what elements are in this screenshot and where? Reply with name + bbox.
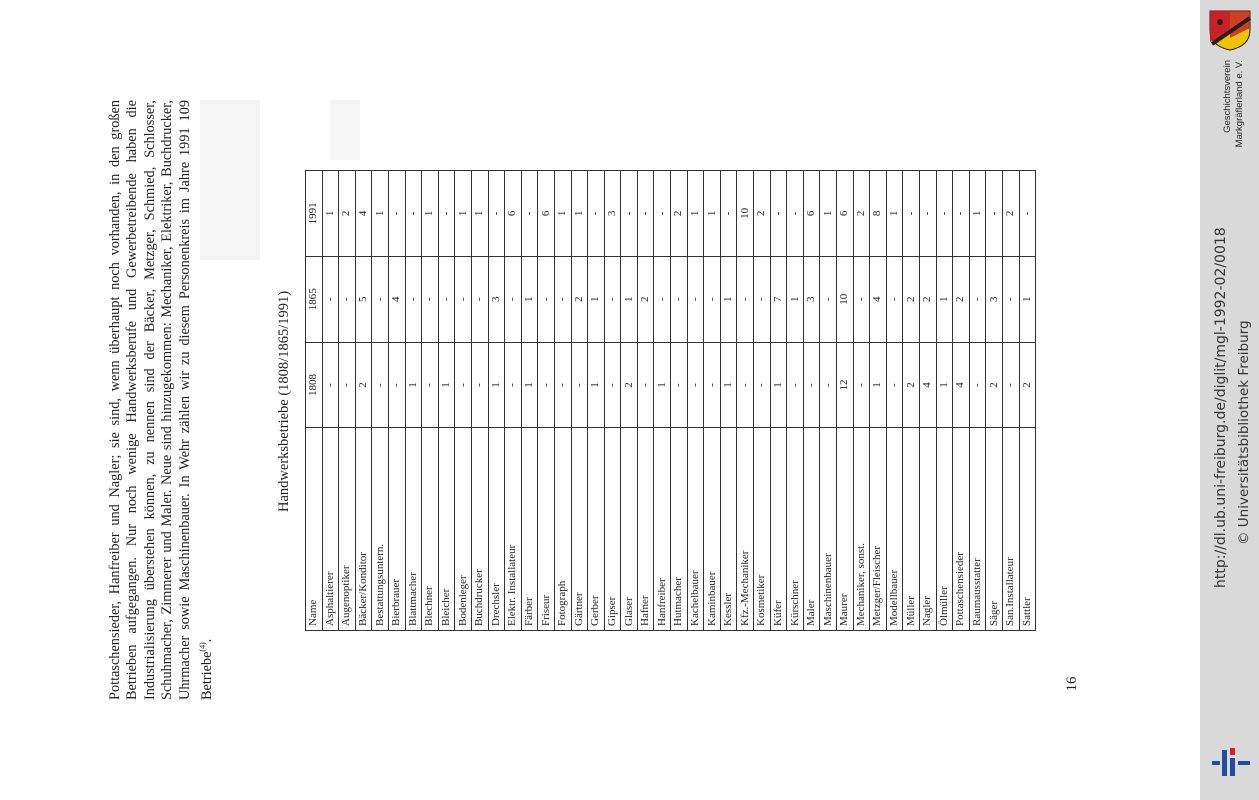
cell-count-1808: - xyxy=(471,342,488,428)
cell-count-1865: - xyxy=(853,256,870,342)
table-row xyxy=(704,171,721,631)
cell-name: Fotograph xyxy=(554,428,571,631)
cell-name: Hanfreiber xyxy=(654,428,671,631)
source-url-link[interactable]: http://dl.ub.uni-freiburg.de/diglit/mgl-1992-02/0018 xyxy=(1213,227,1229,588)
cell-count-1865: - xyxy=(687,256,704,342)
cell-count-1865: - xyxy=(538,256,555,342)
cell-count-1808: - xyxy=(422,342,439,428)
cell-count-1991: - xyxy=(903,171,920,257)
table-row xyxy=(538,171,555,631)
cell-count-1808: - xyxy=(538,342,555,428)
cell-count-1991: - xyxy=(438,171,455,257)
cell-count-1865: 1 xyxy=(787,256,804,342)
table-row xyxy=(787,171,804,631)
table-row xyxy=(322,171,339,631)
cell-count-1865: 3 xyxy=(986,256,1003,342)
cell-count-1808: 2 xyxy=(1019,342,1036,428)
cell-count-1808: - xyxy=(571,342,588,428)
society-line-2: Markgräflerland e. V. xyxy=(1234,60,1245,148)
cell-count-1808: 1 xyxy=(488,342,505,428)
cell-name: Kfz.-Mechaniker xyxy=(737,428,754,631)
body-paragraph: Pottaschensieder, Hanfreiber und Nagler; sie sind, wenn überhaupt noch vorhanden, in den großen Betrieben aufgegangen. Nur noch wenige Handwerksberufe und Gewerbetreibende haben die Industrialisierung überstehen können, zu nennen sind der Bäcker, Metzger, Schmied, Schlosser, Schuhmacher, Zimmerer und Maler. Neue sind hinzugekommen: Mechaniker, Elektriker, Buchdrucker, Uhrmacher sowie Maschinenbauer. In Wehr zählen wir zu diesem Personenkreis im Jahre 1991 109 Betriebe$^{(4)}$. xyxy=(107,100,215,700)
table-row xyxy=(637,171,654,631)
cell-name: Blattmacher xyxy=(405,428,422,631)
table-row xyxy=(936,171,953,631)
cell-name: Hafner xyxy=(637,428,654,631)
table-row xyxy=(488,171,505,631)
cell-count-1808: 2 xyxy=(621,342,638,428)
cell-count-1865: 1 xyxy=(621,256,638,342)
cell-name: Bleicher xyxy=(438,428,455,631)
cell-count-1865: - xyxy=(455,256,472,342)
cell-count-1808: - xyxy=(372,342,389,428)
cell-count-1808: - xyxy=(455,342,472,428)
cell-count-1991: 1 xyxy=(687,171,704,257)
cell-count-1865: 4 xyxy=(388,256,405,342)
cell-count-1991: 6 xyxy=(803,171,820,257)
cell-count-1991: 1 xyxy=(455,171,472,257)
cell-count-1991: 2 xyxy=(339,171,356,257)
cell-count-1865: 1 xyxy=(720,256,737,342)
cell-count-1865: - xyxy=(505,256,522,342)
cell-name: Maler xyxy=(803,428,820,631)
cell-name: Sattler xyxy=(1019,428,1036,631)
cell-count-1808: - xyxy=(604,342,621,428)
cell-count-1808: - xyxy=(704,342,721,428)
cell-name: Buchdrucker xyxy=(471,428,488,631)
cell-count-1865: - xyxy=(820,256,837,342)
cell-count-1808: 1 xyxy=(405,342,422,428)
cell-count-1865: - xyxy=(754,256,771,342)
cell-count-1808: - xyxy=(853,342,870,428)
table-row xyxy=(388,171,405,631)
cell-count-1808: 1 xyxy=(588,342,605,428)
cell-name: Elektr. Installateur xyxy=(505,428,522,631)
cell-count-1865: - xyxy=(671,256,688,342)
cell-count-1808: 1 xyxy=(770,342,787,428)
cell-name: Raumausstatter xyxy=(969,428,986,631)
cell-count-1808: 1 xyxy=(720,342,737,428)
cell-count-1991: 1 xyxy=(704,171,721,257)
cell-count-1865: 10 xyxy=(837,256,854,342)
cell-count-1808: 2 xyxy=(986,342,1003,428)
cell-count-1865: - xyxy=(704,256,721,342)
table-row xyxy=(505,171,522,631)
table-row xyxy=(903,171,920,631)
table-row xyxy=(621,171,638,631)
cell-name: Modellbauer xyxy=(886,428,903,631)
cell-count-1808: - xyxy=(969,342,986,428)
cell-count-1991: - xyxy=(488,171,505,257)
cell-count-1865: - xyxy=(1002,256,1019,342)
cell-name: Bäcker/Konditor xyxy=(355,428,372,631)
cell-count-1991: - xyxy=(787,171,804,257)
cell-count-1991: 2 xyxy=(853,171,870,257)
column-header-1808: 1808 xyxy=(306,342,323,428)
cell-count-1991: - xyxy=(588,171,605,257)
cell-count-1808: 4 xyxy=(953,342,970,428)
cell-name: Färber xyxy=(521,428,538,631)
cell-name: Küfer xyxy=(770,428,787,631)
cell-count-1991: 1 xyxy=(886,171,903,257)
cell-name: Bestattungsuntern. xyxy=(372,428,389,631)
table-row xyxy=(588,171,605,631)
cell-count-1808: 12 xyxy=(837,342,854,428)
cell-name: Kosmetiker xyxy=(754,428,771,631)
cell-name: Bodenleger xyxy=(455,428,472,631)
craft-businesses-table xyxy=(305,170,1035,631)
cell-count-1991: - xyxy=(621,171,638,257)
cell-count-1808: - xyxy=(737,342,754,428)
cell-count-1865: 5 xyxy=(355,256,372,342)
table-row xyxy=(720,171,737,631)
table-row xyxy=(422,171,439,631)
table-caption: Handwerksbetriebe (1808/1865/1991) xyxy=(276,290,292,512)
cell-count-1991: 6 xyxy=(538,171,555,257)
table-row xyxy=(571,171,588,631)
cell-name: Kürschner xyxy=(787,428,804,631)
society-line-1: Geschichtsverein xyxy=(1222,60,1233,133)
cell-name: Pottaschensieder xyxy=(953,428,970,631)
column-header-1991: 1991 xyxy=(306,171,323,257)
cell-count-1865: 1 xyxy=(1019,256,1036,342)
cell-count-1991: - xyxy=(953,171,970,257)
cell-name: Säger xyxy=(986,428,1003,631)
cell-count-1865: 1 xyxy=(936,256,953,342)
table-header-row xyxy=(306,171,323,631)
cell-count-1808: - xyxy=(671,342,688,428)
cell-count-1865: - xyxy=(969,256,986,342)
society-name xyxy=(1222,60,1254,158)
cell-count-1991: - xyxy=(936,171,953,257)
cell-count-1865: - xyxy=(438,256,455,342)
cell-count-1991: 1 xyxy=(571,171,588,257)
table-row xyxy=(654,171,671,631)
cell-count-1991: 3 xyxy=(604,171,621,257)
cell-count-1865: 3 xyxy=(488,256,505,342)
table-row xyxy=(671,171,688,631)
cell-count-1808: 1 xyxy=(870,342,887,428)
table-row xyxy=(554,171,571,631)
cell-count-1808: - xyxy=(505,342,522,428)
cell-count-1865: 2 xyxy=(953,256,970,342)
table-row xyxy=(455,171,472,631)
university-library-logo-icon xyxy=(1210,744,1254,782)
cell-name: Drechsler xyxy=(488,428,505,631)
cell-count-1865: 4 xyxy=(870,256,887,342)
copyright-notice: © Universitätsbibliothek Freiburg xyxy=(1236,320,1252,545)
cell-count-1991: 1 xyxy=(820,171,837,257)
table-row xyxy=(737,171,754,631)
cell-count-1991: 2 xyxy=(671,171,688,257)
cell-count-1865: 2 xyxy=(903,256,920,342)
page-number: 16 xyxy=(1064,676,1080,692)
table-row xyxy=(820,171,837,631)
cell-count-1865: - xyxy=(339,256,356,342)
cell-count-1991: 1 xyxy=(372,171,389,257)
cell-count-1865: 3 xyxy=(803,256,820,342)
cell-count-1991: 6 xyxy=(837,171,854,257)
cell-count-1991: 2 xyxy=(1002,171,1019,257)
cell-count-1991: - xyxy=(986,171,1003,257)
cell-count-1865: - xyxy=(554,256,571,342)
cell-count-1865: - xyxy=(604,256,621,342)
cell-count-1865: - xyxy=(405,256,422,342)
cell-count-1808: - xyxy=(339,342,356,428)
table-row xyxy=(521,171,538,631)
cell-name: Nagler xyxy=(919,428,936,631)
cell-count-1865: - xyxy=(737,256,754,342)
table-row xyxy=(969,171,986,631)
cell-count-1991: - xyxy=(1019,171,1036,257)
cell-count-1865: - xyxy=(886,256,903,342)
table-row xyxy=(405,171,422,631)
cell-count-1865: 1 xyxy=(588,256,605,342)
column-header-1865: 1865 xyxy=(306,256,323,342)
cell-name: Maschinenbauer xyxy=(820,428,837,631)
table-row xyxy=(953,171,970,631)
cell-name: Augenoptiker xyxy=(339,428,356,631)
cell-count-1865: 1 xyxy=(521,256,538,342)
cell-name: Asphaltierer xyxy=(322,428,339,631)
cell-count-1808: - xyxy=(886,342,903,428)
cell-count-1808: - xyxy=(322,342,339,428)
table-row xyxy=(1002,171,1019,631)
table-row xyxy=(986,171,1003,631)
cell-count-1808: - xyxy=(554,342,571,428)
cell-count-1991: 1 xyxy=(422,171,439,257)
table-row xyxy=(886,171,903,631)
cell-count-1865: - xyxy=(322,256,339,342)
cell-count-1991: 10 xyxy=(737,171,754,257)
table-row xyxy=(604,171,621,631)
cell-count-1808: 1 xyxy=(654,342,671,428)
cell-name: Maurer xyxy=(837,428,854,631)
cell-name: Friseur xyxy=(538,428,555,631)
cell-name: Mechaniker, sonst. xyxy=(853,428,870,631)
cell-name: Bierbrauer xyxy=(388,428,405,631)
cell-count-1808: 2 xyxy=(903,342,920,428)
cell-count-1991: 8 xyxy=(870,171,887,257)
table-row xyxy=(687,171,704,631)
cell-count-1991: - xyxy=(919,171,936,257)
cell-count-1991: - xyxy=(654,171,671,257)
cell-count-1991: 1 xyxy=(969,171,986,257)
cell-name: Gärtner xyxy=(571,428,588,631)
cell-count-1991: - xyxy=(405,171,422,257)
table-row xyxy=(837,171,854,631)
cell-count-1808: - xyxy=(687,342,704,428)
cell-count-1865: 2 xyxy=(571,256,588,342)
cell-name: Kachelbauer xyxy=(687,428,704,631)
cell-count-1808: - xyxy=(388,342,405,428)
cell-count-1808: - xyxy=(787,342,804,428)
table-row xyxy=(919,171,936,631)
cell-name: Blechner xyxy=(422,428,439,631)
cell-count-1808: 1 xyxy=(438,342,455,428)
table-row xyxy=(770,171,787,631)
cell-count-1991: - xyxy=(720,171,737,257)
cell-count-1991: 1 xyxy=(322,171,339,257)
cell-name: Hutmacher xyxy=(671,428,688,631)
cell-count-1808: 4 xyxy=(919,342,936,428)
cell-name: Glaser xyxy=(621,428,638,631)
cell-count-1865: - xyxy=(471,256,488,342)
cell-name: Kessler xyxy=(720,428,737,631)
cell-count-1808: 1 xyxy=(521,342,538,428)
column-header-name: Name xyxy=(306,428,323,631)
table-row xyxy=(870,171,887,631)
cell-name: San.Installateur xyxy=(1002,428,1019,631)
table-row xyxy=(339,171,356,631)
cell-count-1991: - xyxy=(770,171,787,257)
cell-count-1991: 6 xyxy=(505,171,522,257)
table-row xyxy=(372,171,389,631)
table-row xyxy=(1019,171,1036,631)
cell-count-1808: - xyxy=(1002,342,1019,428)
cell-count-1808: 2 xyxy=(355,342,372,428)
cell-count-1991: - xyxy=(637,171,654,257)
cell-count-1865: 7 xyxy=(770,256,787,342)
cell-count-1865: - xyxy=(654,256,671,342)
cell-count-1991: 2 xyxy=(754,171,771,257)
coat-of-arms-icon xyxy=(1206,8,1254,52)
table-row xyxy=(853,171,870,631)
cell-count-1808: - xyxy=(637,342,654,428)
cell-count-1991: - xyxy=(521,171,538,257)
cell-count-1865: 2 xyxy=(919,256,936,342)
cell-count-1991: 1 xyxy=(471,171,488,257)
table-row xyxy=(355,171,372,631)
cell-count-1808: 1 xyxy=(936,342,953,428)
cell-count-1865: 2 xyxy=(637,256,654,342)
table-row xyxy=(438,171,455,631)
cell-count-1808: - xyxy=(803,342,820,428)
cell-count-1991: 4 xyxy=(355,171,372,257)
cell-name: Müller xyxy=(903,428,920,631)
cell-count-1808: - xyxy=(820,342,837,428)
table-row xyxy=(803,171,820,631)
cell-name: Metzger/Fleischer xyxy=(870,428,887,631)
table-row xyxy=(754,171,771,631)
cell-count-1865: - xyxy=(422,256,439,342)
cell-name: Gipser xyxy=(604,428,621,631)
cell-count-1808: - xyxy=(754,342,771,428)
table-row xyxy=(471,171,488,631)
cell-count-1991: - xyxy=(388,171,405,257)
cell-name: Gerber xyxy=(588,428,605,631)
cell-name: Kaminbauer xyxy=(704,428,721,631)
cell-count-1991: 1 xyxy=(554,171,571,257)
cell-name: Ölmüller xyxy=(936,428,953,631)
cell-count-1865: - xyxy=(372,256,389,342)
